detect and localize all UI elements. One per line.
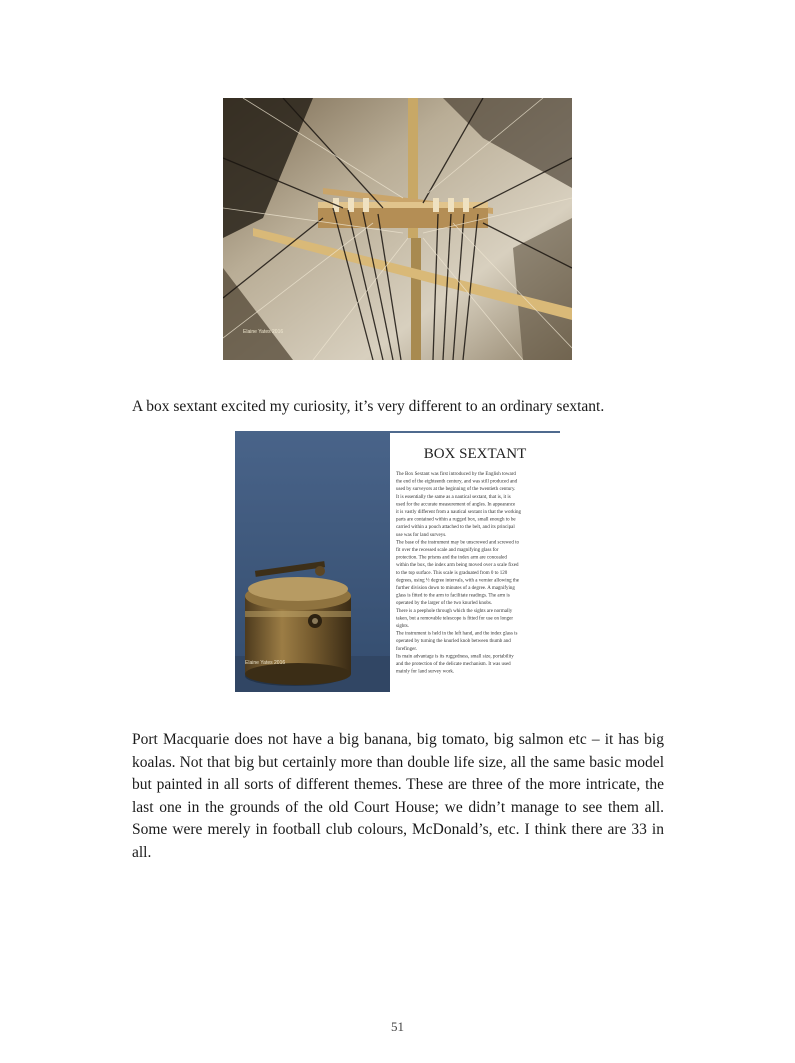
sign-line: fit over the recessed scale and magnifying glass for (396, 548, 499, 553)
sign-line: the end of the eighteenth century, and was still produced and (396, 479, 518, 485)
ship-rigging-image (223, 98, 572, 360)
sign-line: used for the accurate measurement of angles. In appearance (396, 502, 516, 508)
sign-line: taken, but a removable telescope is fitted for use on longer (396, 616, 514, 622)
sign-line: mainly for land survey work. (396, 669, 455, 675)
box-sextant-photo (235, 431, 560, 692)
sign-title: BOX SEXTANT (423, 446, 527, 462)
sextant-caption: A box sextant excited my curiosity, it’s very different to an ordinary sextant. (132, 398, 605, 415)
sign-line: The instrument is held in the left hand, and the index glass is (396, 631, 518, 637)
sign-line: carried within a pouch attached to the belt, and its principal (396, 525, 515, 531)
page-number: 51 (391, 1019, 404, 1034)
sign-line: use was for land surveys. (396, 532, 447, 538)
ship-rigging-photo (223, 98, 572, 360)
sign-line: degrees, using ½ degree intervals, with a vernier allowing the (396, 578, 520, 584)
sign-line: glass is fitted to the arm to facilitate readings. The arm is (396, 593, 510, 599)
sign-line: Its main advantage is its ruggedness, small size, portability (396, 654, 514, 660)
sign-line: parts are contained within a rugged box, small enough to be (396, 517, 516, 523)
koalas-paragraph: Port Macquarie does not have a big banana, big tomato, big salmon etc – it has big koalas. Not that big but certainly more than double life size, all the same basic model but painted in all sorts of different themes. These are three of the more intricate, the last one in the grounds of the old Court House; we didn’t manage to see them all. Some were merely in football club colours, McDonald’s, etc. I think there are 33 in all. (132, 731, 664, 861)
sign-line: to the top surface. This scale is graduated from 0 to 120 (396, 570, 508, 576)
sign-line: forefinger. (396, 646, 417, 652)
sign-line: further division down to minutes of a degree. A magnifying (396, 586, 515, 591)
sign-line: There is a peephole through which the sights are normally (396, 608, 513, 614)
photo1-watermark: Elaine Yates 2016 (243, 329, 284, 335)
box-sextant-image (235, 431, 560, 692)
sign-line: The Box Sextant was first introduced by the English toward (396, 472, 516, 477)
sign-line: It is essentially the same as a nautical sextant, that is, it is (396, 494, 511, 500)
photo2-watermark: Elaine Yates 2016 (245, 660, 286, 666)
sign-line: protection. The prisms and the index arm are concealed (396, 555, 507, 561)
sign-line: within the box, the index arm being moved over a scale fixed (396, 563, 519, 569)
sign-line: operated by turning the knurled knob between thumb and (396, 639, 511, 645)
sign-line: The base of the instrument may be unscrewed and screwed to (396, 540, 520, 546)
sign-line: it is vastly different from a nautical sextant in that the working (396, 510, 522, 515)
sign-line: used by surveyors at the beginning of the twentieth century. (396, 487, 516, 493)
sign-line: and the protection of the delicate mechanism. It was used (396, 662, 511, 667)
sign-line: sights. (396, 624, 409, 629)
sign-line: operated by the larger of the two knurled knobs. (396, 601, 493, 607)
